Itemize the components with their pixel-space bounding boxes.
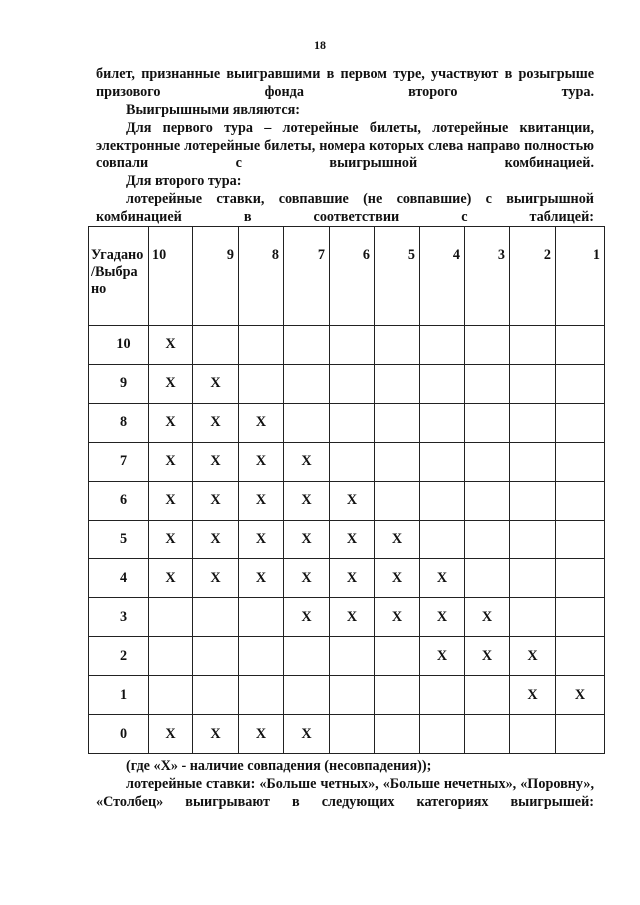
table-cell — [239, 598, 284, 637]
table-cell: Х — [239, 559, 284, 598]
table-row — [89, 715, 605, 754]
table-cell: Х — [420, 598, 465, 637]
table-cell — [330, 364, 375, 403]
table-cell: Х — [239, 442, 284, 481]
table-cell — [284, 403, 330, 442]
table-cell: Х — [149, 520, 193, 559]
table-cell: Х — [149, 442, 193, 481]
table-cell: Х — [284, 598, 330, 637]
table-cell: Х — [330, 598, 375, 637]
table-column-header: 7 — [284, 227, 330, 326]
table-column-header: 9 — [193, 227, 239, 326]
table-cell — [556, 442, 605, 481]
table-cell: Х — [149, 326, 193, 365]
table-row-label: 10 — [89, 326, 149, 365]
table-cell — [510, 326, 556, 365]
table-cell — [193, 326, 239, 365]
table-cell — [330, 676, 375, 715]
table-cell: Х — [284, 481, 330, 520]
table-cell — [375, 326, 420, 365]
table-cell — [510, 442, 556, 481]
table-row-label: 2 — [89, 637, 149, 676]
table-cell — [420, 364, 465, 403]
table-row — [89, 637, 605, 676]
table-cell: Х — [193, 364, 239, 403]
table-column-header: 1 — [556, 227, 605, 326]
table-row — [89, 403, 605, 442]
table-cell — [375, 676, 420, 715]
table-cell — [556, 520, 605, 559]
table-cell — [284, 364, 330, 403]
paragraph-second-round: лотерейные ставки, совпавшие (не совпавшие) с выигрышной комбинацией в соответствии с таблицей: — [96, 191, 594, 225]
table-row-label: 1 — [89, 676, 149, 715]
table-cell: Х — [239, 403, 284, 442]
table-cell — [239, 676, 284, 715]
table-cell: Х — [193, 403, 239, 442]
table-cell: Х — [193, 481, 239, 520]
table-cell: Х — [556, 676, 605, 715]
table-cell — [556, 715, 605, 754]
table-column-header: 6 — [330, 227, 375, 326]
table-row — [89, 442, 605, 481]
table-cell — [556, 364, 605, 403]
table-cell — [556, 637, 605, 676]
table-cell — [149, 598, 193, 637]
table-cell — [510, 559, 556, 598]
table-cell: Х — [510, 637, 556, 676]
paragraph-winning-heading: Выигрышными являются: — [126, 102, 301, 118]
table-corner-label: Угадано /Выбра но — [89, 227, 149, 326]
table-cell — [375, 715, 420, 754]
table-row-label: 3 — [89, 598, 149, 637]
table-row-label: 9 — [89, 364, 149, 403]
table-cell: Х — [420, 637, 465, 676]
table-cell — [193, 676, 239, 715]
table-row-label: 0 — [89, 715, 149, 754]
table-row-label: 6 — [89, 481, 149, 520]
table-cell — [465, 364, 510, 403]
table-cell — [375, 442, 420, 481]
table-cell — [420, 442, 465, 481]
table-cell — [420, 481, 465, 520]
table-column-header: 2 — [510, 227, 556, 326]
table-header-row — [89, 227, 605, 326]
table-cell: Х — [330, 559, 375, 598]
table-cell — [330, 715, 375, 754]
table-row — [89, 364, 605, 403]
table-row — [89, 520, 605, 559]
table-cell — [239, 326, 284, 365]
table-column-header: 5 — [375, 227, 420, 326]
table-cell — [556, 481, 605, 520]
table-column-header: 10 — [149, 227, 193, 326]
table-cell: Х — [193, 520, 239, 559]
table-cell — [465, 676, 510, 715]
table-cell — [420, 326, 465, 365]
table-cell — [420, 676, 465, 715]
table-cell: Х — [375, 520, 420, 559]
table-cell — [375, 637, 420, 676]
table-cell: Х — [375, 598, 420, 637]
table-cell — [510, 481, 556, 520]
table-cell: Х — [330, 520, 375, 559]
table-row — [89, 676, 605, 715]
table-row — [89, 598, 605, 637]
table-cell: Х — [239, 715, 284, 754]
table-cell — [556, 403, 605, 442]
table-cell — [420, 520, 465, 559]
table-cell — [239, 637, 284, 676]
table-cell — [149, 676, 193, 715]
table-cell — [556, 598, 605, 637]
table-cell: Х — [149, 715, 193, 754]
table-cell: Х — [193, 559, 239, 598]
table-cell: Х — [465, 598, 510, 637]
paragraph-bet-categories: лотерейные ставки: «Больше четных», «Больше нечетных», «Поровну», «Столбец» выигрывают в следующих категориях выигрышей: — [96, 776, 594, 810]
paragraph-table-note: (где «Х» - наличие совпадения (несовпадения)); — [126, 758, 432, 774]
table-row — [89, 481, 605, 520]
table-cell — [330, 442, 375, 481]
table-cell — [465, 481, 510, 520]
table-cell: Х — [330, 481, 375, 520]
table-cell: Х — [239, 520, 284, 559]
table-cell — [193, 598, 239, 637]
table-cell: Х — [465, 637, 510, 676]
table-row-label: 7 — [89, 442, 149, 481]
table-row-label: 5 — [89, 520, 149, 559]
table-cell: Х — [193, 442, 239, 481]
table-column-header: 8 — [239, 227, 284, 326]
table-cell: Х — [284, 442, 330, 481]
page-number: 18 — [314, 38, 326, 52]
paragraph-first-round: Для первого тура – лотерейные билеты, лотерейные квитанции, электронные лотерейные билеты, номера которых слева направо полностью совпали с выигрышной комбинацией. — [96, 120, 594, 172]
table-cell: Х — [284, 559, 330, 598]
table-cell — [330, 403, 375, 442]
table-cell: Х — [510, 676, 556, 715]
table-cell — [465, 403, 510, 442]
table-cell — [556, 326, 605, 365]
table-cell — [330, 326, 375, 365]
table-cell — [375, 481, 420, 520]
table-cell — [420, 403, 465, 442]
table-cell: Х — [149, 364, 193, 403]
match-table — [88, 226, 605, 754]
table-cell — [375, 364, 420, 403]
table-cell — [284, 326, 330, 365]
table-cell: Х — [149, 481, 193, 520]
table-cell — [149, 637, 193, 676]
table-cell — [239, 364, 284, 403]
table-cell — [510, 715, 556, 754]
table-cell — [510, 403, 556, 442]
table-cell: Х — [239, 481, 284, 520]
table-cell — [420, 715, 465, 754]
table-column-header: 3 — [465, 227, 510, 326]
table-cell: Х — [193, 715, 239, 754]
table-cell: Х — [149, 403, 193, 442]
table-row-label: 8 — [89, 403, 149, 442]
table-cell: Х — [420, 559, 465, 598]
table-cell — [465, 326, 510, 365]
table-cell — [510, 364, 556, 403]
table-cell — [284, 676, 330, 715]
table-cell — [465, 442, 510, 481]
table-cell — [510, 598, 556, 637]
table-cell — [465, 715, 510, 754]
table-cell — [284, 637, 330, 676]
table-cell — [556, 559, 605, 598]
table-cell — [465, 559, 510, 598]
table-row — [89, 559, 605, 598]
paragraph-intro: билет, признанные выигравшими в первом туре, участвуют в розыгрыше призового фонда второго тура. — [96, 66, 594, 100]
table-cell: Х — [375, 559, 420, 598]
table-cell — [330, 637, 375, 676]
table-row-label: 4 — [89, 559, 149, 598]
table-cell: Х — [284, 715, 330, 754]
table-cell — [465, 520, 510, 559]
table-cell — [193, 637, 239, 676]
table-row — [89, 326, 605, 365]
table-cell: Х — [149, 559, 193, 598]
paragraph-second-round-heading: Для второго тура: — [126, 173, 242, 189]
table-cell — [510, 520, 556, 559]
table-cell: Х — [284, 520, 330, 559]
table-column-header: 4 — [420, 227, 465, 326]
table-cell — [375, 403, 420, 442]
